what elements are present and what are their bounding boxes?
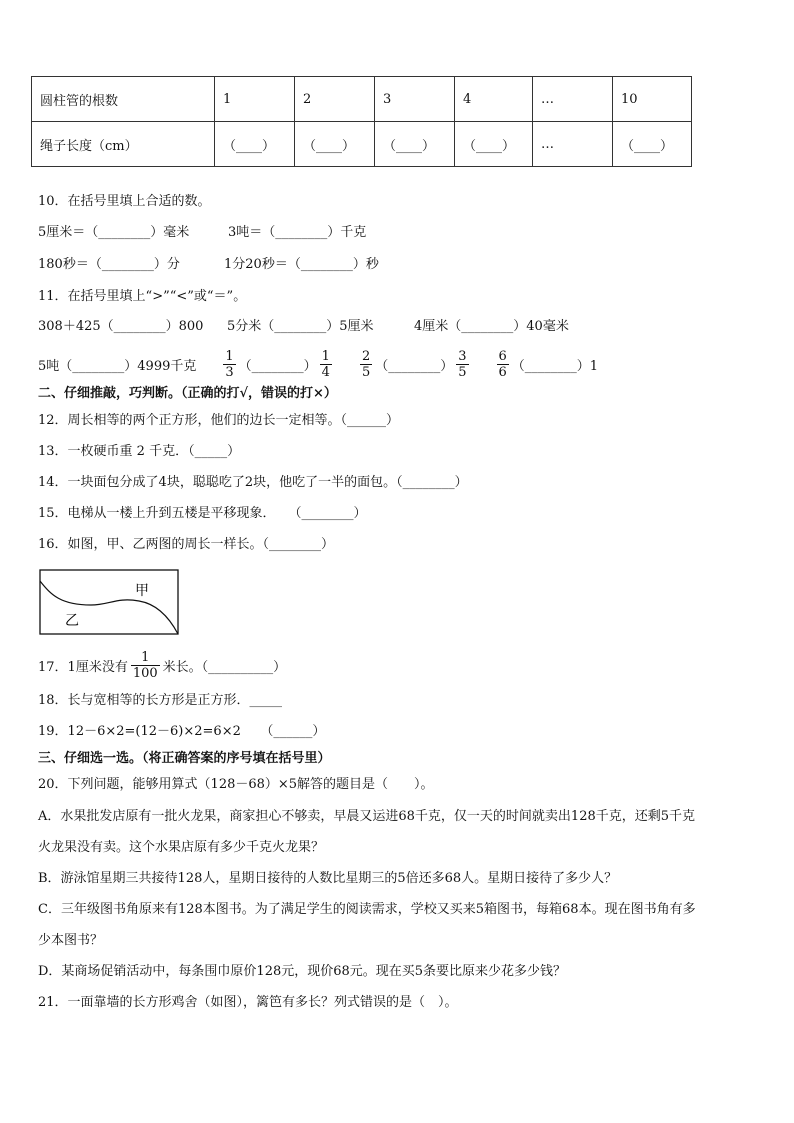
question-19[interactable]: 19．12－6×2=(12－6)×2=6×2 （______） xyxy=(38,724,326,739)
comparison-blank[interactable]: （________） xyxy=(238,358,317,374)
table-blank-cell[interactable]: （____） xyxy=(215,122,295,167)
question-11-title: 11．在括号里填上“>”“<”或“＝”。 xyxy=(38,289,247,304)
question-13[interactable]: 13．一枚硬币重 2 千克．（_____） xyxy=(38,444,241,459)
option-c-cont[interactable]: 少本图书？ xyxy=(38,933,104,948)
table-cell: 4 xyxy=(455,77,533,122)
table-blank-cell[interactable]: （____） xyxy=(375,122,455,167)
table-cell: 3 xyxy=(375,77,455,122)
fraction: $\frac{6}{6}$ xyxy=(498,348,507,380)
question-17-text: 17．1厘米没有 xyxy=(38,659,128,675)
comparison-blank[interactable]: （________）1 xyxy=(511,358,599,374)
question-16[interactable]: 16．如图，甲、乙两图的周长一样长。（________） xyxy=(38,537,335,552)
option-a[interactable]: A．水果批发店原有一批火龙果，商家担心不够卖，早晨又运进68千克，仅一天的时间就卖出128千克，还剩5千克 xyxy=(38,809,696,824)
option-c[interactable]: C．三年级图书角原来有128本图书。为了满足学生的阅读需求，学校又买来5箱图书，每箱68本。现在图书角有多 xyxy=(38,902,696,917)
section-heading: 三、仔细选一选。（将正确答案的序号填在括号里） xyxy=(38,751,331,766)
question-12[interactable]: 12．周长相等的两个正方形，他们的边长一定相等。（______） xyxy=(38,413,400,428)
question-10-item[interactable]: 3吨＝（________）千克 xyxy=(228,225,367,240)
table-cell: 2 xyxy=(295,77,375,122)
table-blank-cell[interactable]: （____） xyxy=(613,122,692,167)
question-11-item[interactable]: 5吨（________）4999千克 xyxy=(38,358,197,374)
table-cell: 圆柱管的根数 xyxy=(32,77,215,122)
section-heading: 二、仔细推敲，巧判断。（正确的打√，错误的打×） xyxy=(38,386,337,401)
question-10-item[interactable]: 5厘米＝（________）毫米 xyxy=(38,225,190,240)
question-17-blank[interactable]: 米长。（__________） xyxy=(162,659,287,675)
question-11-item[interactable]: 5分米（________）5厘米 xyxy=(227,319,374,334)
figure-curve xyxy=(40,581,178,634)
question-10-item[interactable]: 180秒＝（________）分 xyxy=(38,257,180,272)
figure-label-yi: 乙 xyxy=(65,613,79,629)
table-row xyxy=(32,122,692,167)
question-15[interactable]: 15．电梯从一楼上升到五楼是平移现象． （________） xyxy=(38,506,367,521)
table-blank-cell[interactable]: （____） xyxy=(295,122,375,167)
question-20-title: 20．下列问题，能够用算式（128－68）×5解答的题目是（ ）。 xyxy=(38,777,434,792)
question-21-title: 21．一面靠墙的长方形鸡舍（如图），篱笆有多长？列式错误的是（ ）。 xyxy=(38,995,458,1010)
table-cell: 绳子长度（cm） xyxy=(32,122,215,167)
table-blank-cell[interactable]: （____） xyxy=(455,122,533,167)
option-d[interactable]: D．某商场促销活动中，每条围巾原价128元，现价68元。现在买5条要比原来少花多少钱？ xyxy=(38,964,567,979)
question-11-item[interactable]: 308＋425（________）800 xyxy=(38,319,204,334)
option-b[interactable]: B．游泳馆星期三共接待128人，星期日接待的人数比星期三的5倍还多68人。星期日接待了多少人？ xyxy=(38,871,618,886)
option-a-cont[interactable]: 火龙果没有卖。这个水果店原有多少千克火龙果？ xyxy=(38,840,325,855)
fraction: $\frac{1}{100}$ xyxy=(132,649,158,681)
question-10-title: 10．在括号里填上合适的数。 xyxy=(38,194,211,209)
table-cell: … xyxy=(533,122,613,167)
table-cell: 10 xyxy=(613,77,692,122)
fraction: $\frac{1}{4}$ xyxy=(321,348,330,380)
comparison-blank[interactable]: （________） xyxy=(375,358,454,374)
fraction: $\frac{3}{5}$ xyxy=(458,348,467,380)
figure-label-jia: 甲 xyxy=(135,583,149,599)
question-11-fraction-row xyxy=(38,344,598,384)
question-10-item[interactable]: 1分20秒＝（________）秒 xyxy=(224,257,379,272)
question-18[interactable]: 18．长与宽相等的长方形是正方形．_____ xyxy=(38,693,283,708)
question-17[interactable] xyxy=(38,645,286,685)
question-11-item[interactable]: 4厘米（________）40毫米 xyxy=(414,319,569,334)
perimeter-figure xyxy=(39,569,181,637)
table-cell: … xyxy=(533,77,613,122)
table-cell: 1 xyxy=(215,77,295,122)
fraction: $\frac{1}{3}$ xyxy=(225,348,234,380)
fraction: $\frac{2}{5}$ xyxy=(361,348,371,380)
rope-table xyxy=(31,76,692,167)
table-row xyxy=(32,77,692,122)
question-14[interactable]: 14．一块面包分成了4块，聪聪吃了2块，他吃了一半的面包。（________） xyxy=(38,475,468,490)
